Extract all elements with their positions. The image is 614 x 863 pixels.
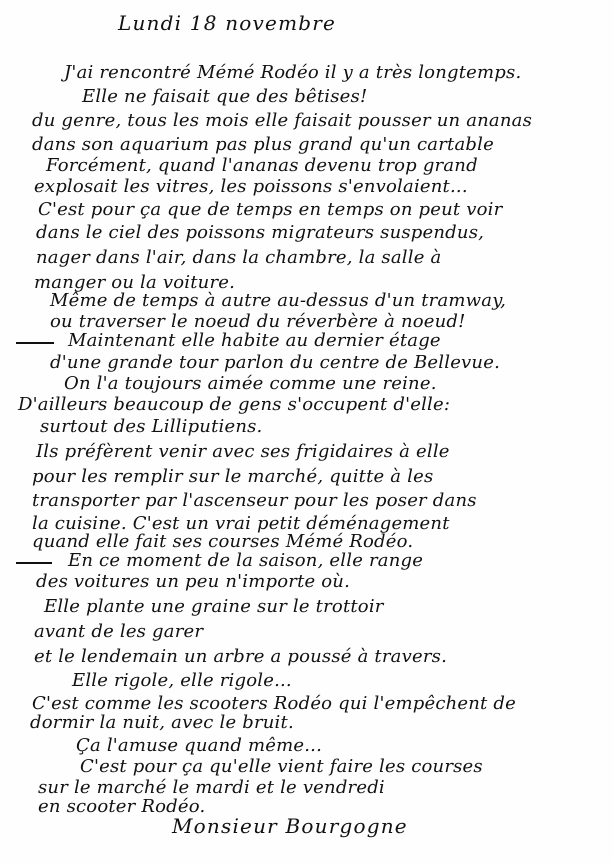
letter-line-11: Même de temps à autre au-dessus d'un tramway, (50, 290, 507, 311)
letter-line-15: On l'a toujours aimée comme une reine. (64, 373, 437, 394)
letter-line-26: avant de les garer (34, 621, 204, 642)
letter-line-1: J'ai rencontré Mémé Rodéo il y a très longtemps. (64, 62, 522, 83)
letter-line-23: En ce moment de la saison, elle range (68, 550, 424, 571)
letter-line-18: Ils préfèrent venir avec ses frigidaires à elle (36, 441, 450, 462)
letter-line-8: dans le ciel des poissons migrateurs suspendus, (36, 222, 485, 243)
letter-line-5: Forcément, quand l'ananas devenu trop grand (46, 155, 478, 176)
letter-line-29: C'est comme les scooters Rodéo qui l'empêchent de (32, 693, 516, 714)
letter-line-30: dormir la nuit, avec le bruit. (30, 712, 294, 733)
letter-line-20: transporter par l'ascenseur pour les poser dans (32, 490, 477, 511)
letter-line-2: Elle ne faisait que des bêtises! (82, 86, 368, 107)
letter-line-27: et le lendemain un arbre a poussé à travers. (34, 646, 447, 667)
letter-line-9: nager dans l'air, dans la chambre, la salle à (36, 247, 442, 268)
letter-line-4: dans son aquarium pas plus grand qu'un cartable (32, 134, 494, 155)
letter-date: Lundi 18 novembre (118, 11, 337, 35)
letter-line-32: C'est pour ça qu'elle vient faire les courses (80, 756, 483, 777)
letter-line-21: la cuisine. C'est un vrai petit déménagement (32, 513, 450, 534)
letter-line-22: quand elle fait ses courses Mémé Rodéo. (32, 531, 414, 552)
letter-line-28: Elle rigole, elle rigole... (72, 670, 292, 691)
letter-line-19: pour les remplir sur le marché, quitte à les (32, 466, 434, 487)
letter-line-16: D'ailleurs beaucoup de gens s'occupent d'elle: (18, 394, 451, 415)
line-dash-2 (16, 562, 52, 564)
letter-line-7: C'est pour ça que de temps en temps on peut voir (38, 199, 503, 220)
letter-line-10: manger ou la voiture. (34, 272, 236, 293)
letter-line-31: Ça l'amuse quand même... (76, 735, 323, 756)
letter-line-33: sur le marché le mardi et le vendredi (38, 777, 385, 798)
signature-name: Monsieur Bourgogne (172, 814, 408, 838)
line-dash-1 (16, 342, 54, 344)
letter-line-13: Maintenant elle habite au dernier étage (68, 330, 441, 351)
letter-line-34: en scooter Rodéo. (38, 796, 206, 817)
letter-line-3: du genre, tous les mois elle faisait pousser un ananas (32, 110, 533, 131)
letter-line-17: surtout des Lilliputiens. (40, 416, 263, 437)
letter-line-24: des voitures un peu n'importe où. (36, 571, 351, 592)
letter-line-12: ou traverser le noeud du réverbère à noeud! (50, 311, 466, 332)
letter-line-14: d'une grande tour parlon du centre de Bellevue. (50, 352, 500, 373)
letter-line-25: Elle plante une graine sur le trottoir (44, 596, 384, 617)
letter-line-6: explosait les vitres, les poissons s'envolaient... (34, 176, 468, 197)
